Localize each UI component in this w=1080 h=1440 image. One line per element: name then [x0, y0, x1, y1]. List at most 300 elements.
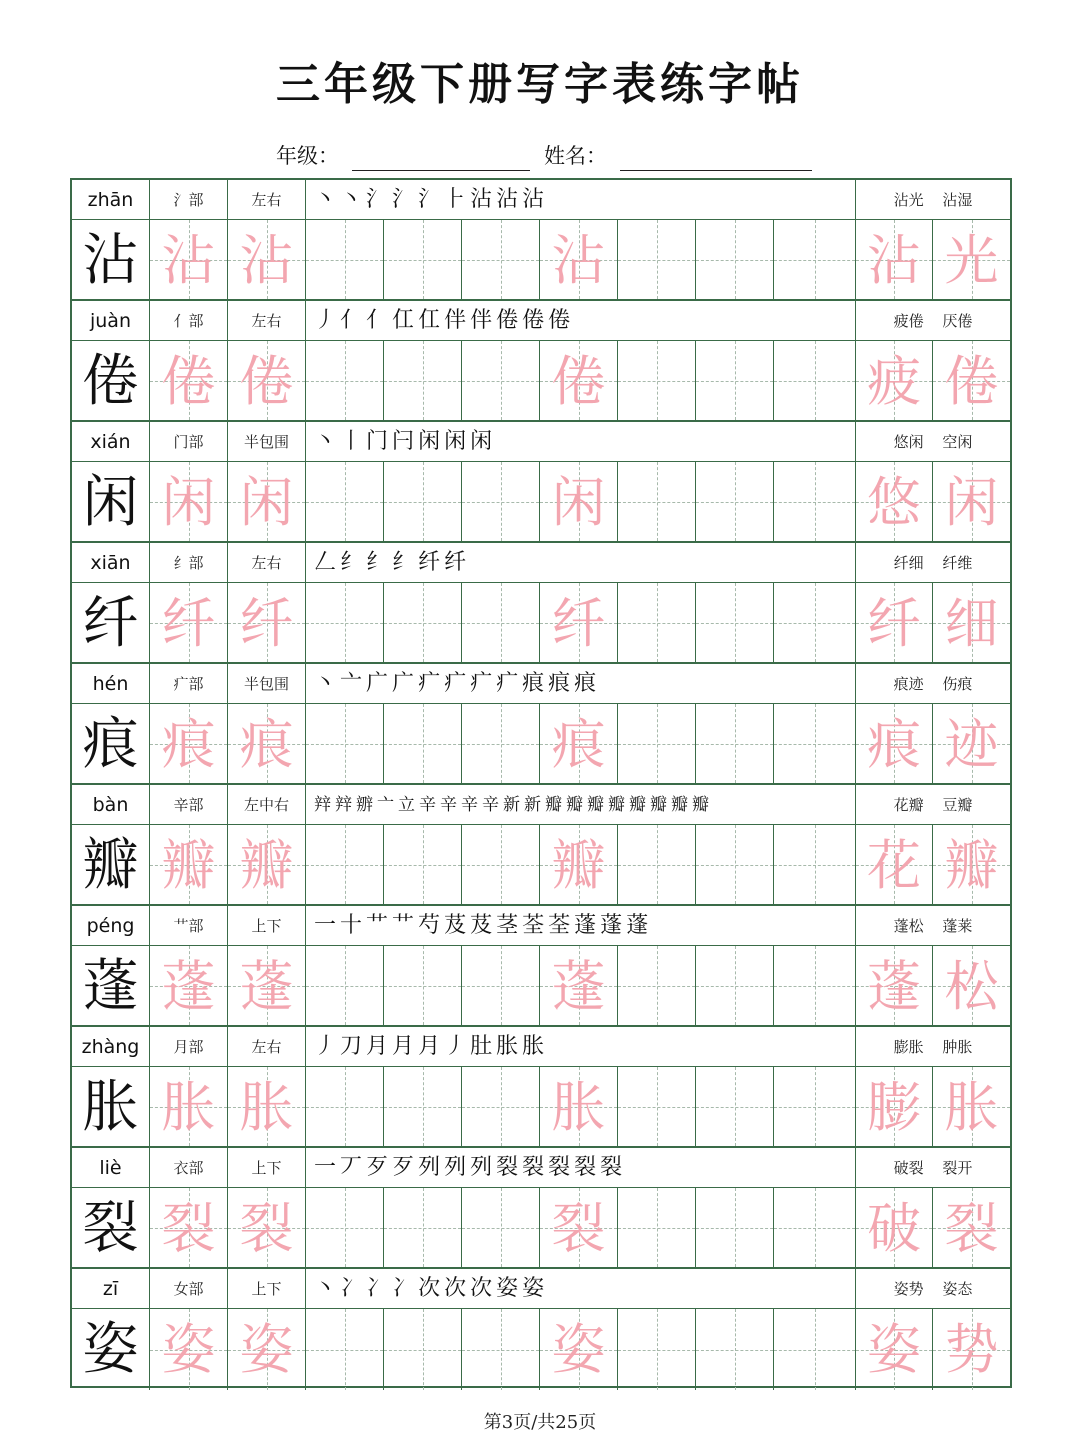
practice-square[interactable] — [774, 1309, 856, 1390]
trace-square[interactable] — [540, 1309, 618, 1390]
vocab-cell — [856, 906, 1010, 945]
structure-cell: 左右 — [228, 180, 306, 219]
stroke-step: 疒 — [418, 671, 445, 696]
stroke-step: 倦 — [496, 308, 523, 333]
vocab-word: 伤痕 — [942, 675, 973, 693]
stroke-step: 伴 — [444, 308, 471, 333]
practice-square[interactable] — [462, 462, 540, 541]
practice-square[interactable] — [618, 946, 696, 1025]
radical-cell: 艹部 — [150, 906, 228, 945]
trace-square[interactable] — [228, 1188, 306, 1267]
word-trace-character: 细 — [944, 592, 999, 655]
practice-square[interactable] — [696, 946, 774, 1025]
info-row — [72, 906, 1010, 946]
trace-square[interactable] — [228, 704, 306, 783]
practice-square[interactable] — [618, 1188, 696, 1267]
structure-cell: 上下 — [228, 906, 306, 945]
word-trace-square[interactable] — [933, 341, 1010, 420]
stroke-step: 瓣 — [587, 795, 608, 815]
practice-square[interactable] — [462, 341, 540, 420]
vocab-word: 疲倦 — [893, 312, 924, 330]
trace-character: 姿 — [551, 1318, 606, 1381]
practice-square[interactable] — [696, 825, 774, 904]
trace-square[interactable] — [228, 1309, 306, 1390]
stroke-step: 一 — [314, 913, 341, 938]
structure-cell: 上下 — [228, 1269, 306, 1308]
word-trace-square[interactable] — [856, 1188, 933, 1267]
model-character: 姿 — [72, 1309, 150, 1390]
word-trace-character: 悠 — [867, 471, 921, 534]
vocab-word: 纤细 — [893, 554, 924, 572]
word-trace-square[interactable] — [856, 704, 933, 783]
stroke-step: 次 — [470, 1276, 497, 1301]
stroke-step: 一 — [314, 1155, 341, 1180]
info-row — [72, 664, 1010, 704]
stroke-step: 冫 — [392, 1276, 419, 1301]
structure-cell: 左右 — [228, 1027, 306, 1066]
vocab-word: 痕迹 — [893, 675, 924, 693]
practice-square[interactable] — [384, 946, 462, 1025]
word-trace-square[interactable] — [856, 341, 933, 420]
practice-square[interactable] — [774, 1188, 856, 1267]
word-trace-square[interactable] — [856, 462, 933, 541]
trace-character: 倦 — [239, 350, 294, 413]
radical-cell: 门部 — [150, 422, 228, 461]
word-trace-character: 胀 — [944, 1076, 999, 1139]
student-info-line — [0, 140, 1080, 174]
model-character: 瓣 — [72, 825, 150, 904]
trace-square[interactable] — [150, 1309, 228, 1390]
stroke-step: 疒 — [444, 671, 471, 696]
word-trace-square[interactable] — [933, 220, 1010, 299]
vocab-word: 姿势 — [893, 1280, 924, 1298]
trace-square[interactable] — [540, 1067, 618, 1146]
stroke-step: 次 — [444, 1276, 471, 1301]
trace-square[interactable] — [540, 825, 618, 904]
word-trace-square[interactable] — [856, 583, 933, 662]
practice-row — [72, 341, 1010, 422]
radical-cell: 氵部 — [150, 180, 228, 219]
practice-square[interactable] — [306, 1188, 384, 1267]
info-row — [72, 1269, 1010, 1309]
practice-square[interactable] — [306, 583, 384, 662]
stroke-step: 丨 — [340, 429, 367, 454]
name-label: 姓名： — [544, 144, 607, 168]
word-trace-character: 蓬 — [867, 955, 921, 1018]
trace-character: 瓣 — [161, 834, 216, 897]
practice-square[interactable] — [774, 704, 856, 783]
practice-square[interactable] — [306, 220, 384, 299]
vocab-word: 沾光 — [893, 191, 924, 209]
vocab-cell — [856, 422, 1010, 461]
practice-square[interactable] — [618, 825, 696, 904]
stroke-step: 辛 — [440, 795, 461, 815]
practice-square[interactable] — [462, 220, 540, 299]
stroke-step: 裂 — [600, 1155, 627, 1180]
practice-square[interactable] — [384, 220, 462, 299]
stroke-step: 丶 — [314, 429, 341, 454]
stroke-step: 新 — [524, 795, 545, 815]
word-trace-character: 姿 — [867, 1318, 921, 1381]
stroke-order-cell — [306, 543, 856, 582]
trace-square[interactable] — [540, 220, 618, 299]
stroke-step: 闩 — [392, 429, 419, 454]
vocab-word: 肿胀 — [942, 1038, 973, 1056]
practice-square[interactable] — [696, 704, 774, 783]
trace-character: 裂 — [551, 1197, 606, 1260]
stroke-step: 冫 — [340, 1276, 367, 1301]
practice-square[interactable] — [384, 825, 462, 904]
stroke-step: 伴 — [470, 308, 497, 333]
word-trace-character: 瓣 — [944, 834, 999, 897]
trace-character: 沾 — [161, 229, 216, 292]
trace-square[interactable] — [228, 946, 306, 1025]
practice-square[interactable] — [696, 1067, 774, 1146]
practice-square[interactable] — [384, 462, 462, 541]
stroke-step: 亻 — [366, 308, 393, 333]
vocab-word: 蓬莱 — [942, 917, 973, 935]
stroke-step: 亻 — [340, 308, 367, 333]
page-number: 第3页/共25页 — [483, 1412, 597, 1433]
stroke-step: 姿 — [522, 1276, 549, 1301]
trace-square[interactable] — [150, 704, 228, 783]
word-trace-square[interactable] — [933, 704, 1010, 783]
trace-square[interactable] — [540, 341, 618, 420]
practice-square[interactable] — [384, 704, 462, 783]
practice-row — [72, 583, 1010, 664]
vocab-word: 豆瓣 — [942, 796, 973, 814]
stroke-step: 十 — [340, 913, 367, 938]
stroke-order-cell — [306, 301, 856, 340]
practice-square[interactable] — [306, 704, 384, 783]
stroke-step: 列 — [444, 1155, 471, 1180]
stroke-step: 裂 — [548, 1155, 575, 1180]
practice-row — [72, 1309, 1010, 1390]
trace-character: 闲 — [161, 471, 216, 534]
practice-square[interactable] — [618, 220, 696, 299]
vocab-word: 沾湿 — [942, 191, 973, 209]
stroke-step: 肚 — [470, 1034, 497, 1059]
practice-square[interactable] — [774, 825, 856, 904]
pinyin-cell: hén — [72, 664, 150, 703]
stroke-order-cell — [306, 180, 856, 219]
practice-square[interactable] — [774, 220, 856, 299]
practice-square[interactable] — [462, 946, 540, 1025]
stroke-step: 氵⺊ — [418, 187, 471, 212]
trace-square[interactable] — [228, 341, 306, 420]
page-title: 三年级下册写字表练字帖 — [276, 59, 804, 110]
practice-square[interactable] — [696, 583, 774, 662]
trace-square[interactable] — [540, 704, 618, 783]
stroke-step: 痕 — [548, 671, 575, 696]
stroke-step: 新 — [503, 795, 524, 815]
info-row — [72, 422, 1010, 462]
model-character: 蓬 — [72, 946, 150, 1025]
trace-square[interactable] — [150, 220, 228, 299]
practice-square[interactable] — [696, 1309, 774, 1390]
structure-cell: 左右 — [228, 543, 306, 582]
vocab-word: 蓬松 — [893, 917, 924, 935]
stroke-order-cell — [306, 785, 856, 824]
stroke-step: 荃 — [522, 913, 549, 938]
name-blank[interactable] — [620, 170, 812, 171]
info-row — [72, 785, 1010, 825]
stroke-step: 广 — [392, 671, 419, 696]
word-trace-square[interactable] — [933, 825, 1010, 904]
stroke-step: 丶 — [314, 671, 341, 696]
trace-square[interactable] — [150, 341, 228, 420]
stroke-step: 丿 — [314, 308, 341, 333]
trace-character: 倦 — [161, 350, 216, 413]
trace-character: 纤 — [161, 592, 216, 655]
trace-character: 纤 — [551, 592, 606, 655]
practice-square[interactable] — [462, 825, 540, 904]
word-trace-character: 光 — [944, 229, 999, 292]
stroke-step: 纟 — [366, 550, 393, 575]
stroke-step: 列 — [470, 1155, 497, 1180]
vocab-cell — [856, 543, 1010, 582]
stroke-step: 亠 — [340, 671, 367, 696]
practice-square[interactable] — [384, 1309, 462, 1390]
practice-square[interactable] — [618, 1067, 696, 1146]
practice-square[interactable] — [696, 220, 774, 299]
practice-square[interactable] — [774, 1067, 856, 1146]
practice-square[interactable] — [306, 1309, 384, 1390]
practice-square[interactable] — [774, 462, 856, 541]
stroke-order-cell — [306, 422, 856, 461]
word-trace-character: 膨 — [867, 1076, 921, 1139]
stroke-step: 辧 — [356, 795, 377, 815]
practice-square[interactable] — [774, 583, 856, 662]
pinyin-cell: zhān — [72, 180, 150, 219]
word-trace-character: 疲 — [867, 350, 921, 413]
practice-row — [72, 825, 1010, 906]
trace-character: 蓬 — [161, 955, 216, 1018]
radical-cell: 亻部 — [150, 301, 228, 340]
trace-square[interactable] — [540, 583, 618, 662]
trace-square[interactable] — [540, 1188, 618, 1267]
stroke-step: 亠 — [377, 795, 398, 815]
stroke-step: 辛 — [482, 795, 503, 815]
word-trace-square[interactable] — [933, 462, 1010, 541]
stroke-step: 裂 — [574, 1155, 601, 1180]
stroke-step: 瓣 — [671, 795, 692, 815]
stroke-step: 歹 — [392, 1155, 419, 1180]
vocab-word: 花瓣 — [893, 796, 924, 814]
trace-square[interactable] — [150, 1067, 228, 1146]
practice-square[interactable] — [774, 341, 856, 420]
vocab-cell — [856, 1148, 1010, 1187]
pinyin-cell: xián — [72, 422, 150, 461]
stroke-step: 荃 — [548, 913, 575, 938]
practice-row — [72, 462, 1010, 543]
practice-square[interactable] — [384, 1067, 462, 1146]
grade-blank[interactable] — [352, 170, 530, 171]
trace-square[interactable] — [150, 583, 228, 662]
trace-square[interactable] — [228, 825, 306, 904]
trace-square[interactable] — [540, 462, 618, 541]
trace-square[interactable] — [540, 946, 618, 1025]
model-character: 倦 — [72, 341, 150, 420]
stroke-step: 裂 — [496, 1155, 523, 1180]
word-trace-square[interactable] — [933, 583, 1010, 662]
stroke-step: 辡 — [314, 795, 335, 815]
model-character: 裂 — [72, 1188, 150, 1267]
practice-square[interactable] — [306, 462, 384, 541]
stroke-step: 冫 — [366, 1276, 393, 1301]
vocab-word: 姿态 — [942, 1280, 973, 1298]
practice-square[interactable] — [384, 583, 462, 662]
stroke-step: 纟 — [392, 550, 419, 575]
word-trace-square[interactable] — [856, 825, 933, 904]
stroke-order-cell — [306, 1027, 856, 1066]
vocab-word: 空闲 — [942, 433, 973, 451]
word-trace-square[interactable] — [856, 1309, 933, 1390]
stroke-step: 芨 — [470, 913, 497, 938]
radical-cell: 纟部 — [150, 543, 228, 582]
stroke-step: 氵 — [366, 187, 393, 212]
stroke-step: 痕 — [574, 671, 601, 696]
word-trace-character: 松 — [944, 955, 999, 1018]
trace-square[interactable] — [228, 220, 306, 299]
stroke-step: 丶 — [340, 187, 367, 212]
trace-character: 姿 — [239, 1318, 294, 1381]
vocab-word: 膨胀 — [893, 1038, 924, 1056]
practice-square[interactable] — [618, 583, 696, 662]
pinyin-cell: zī — [72, 1269, 150, 1308]
practice-square[interactable] — [462, 583, 540, 662]
structure-cell: 半包围 — [228, 422, 306, 461]
trace-square[interactable] — [228, 462, 306, 541]
practice-square[interactable] — [462, 1309, 540, 1390]
trace-character: 蓬 — [551, 955, 606, 1018]
stroke-step: 仜 — [418, 308, 445, 333]
practice-square[interactable] — [462, 1188, 540, 1267]
practice-square[interactable] — [618, 1309, 696, 1390]
vocab-cell — [856, 1027, 1010, 1066]
stroke-step: 瓣 — [692, 795, 713, 815]
stroke-step: 𠃋 — [314, 550, 341, 575]
stroke-step: 丿 — [314, 1034, 341, 1059]
vocab-cell — [856, 180, 1010, 219]
vocab-word: 裂开 — [942, 1159, 973, 1177]
trace-square[interactable] — [228, 583, 306, 662]
practice-square[interactable] — [774, 946, 856, 1025]
stroke-step: 闲 — [444, 429, 471, 454]
trace-character: 闲 — [239, 471, 294, 534]
stroke-step: 月丿 — [418, 1034, 471, 1059]
trace-square[interactable] — [150, 462, 228, 541]
practice-square[interactable] — [306, 1067, 384, 1146]
practice-row — [72, 946, 1010, 1027]
word-trace-square[interactable] — [933, 1188, 1010, 1267]
practice-square[interactable] — [306, 946, 384, 1025]
stroke-step: 纤 — [418, 550, 445, 575]
pinyin-cell: xiān — [72, 543, 150, 582]
word-trace-square[interactable] — [856, 220, 933, 299]
pinyin-cell: juàn — [72, 301, 150, 340]
structure-cell: 左中右 — [228, 785, 306, 824]
model-character: 痕 — [72, 704, 150, 783]
stroke-step: 纟 — [340, 550, 367, 575]
trace-character: 蓬 — [239, 955, 294, 1018]
trace-square[interactable] — [150, 1188, 228, 1267]
stroke-step: 闲 — [418, 429, 445, 454]
practice-square[interactable] — [618, 704, 696, 783]
stroke-step: 闲 — [470, 429, 497, 454]
word-trace-square[interactable] — [933, 946, 1010, 1025]
stroke-step: 歹 — [366, 1155, 393, 1180]
stroke-step: 沾 — [496, 187, 523, 212]
radical-cell: 女部 — [150, 1269, 228, 1308]
trace-square[interactable] — [228, 1067, 306, 1146]
trace-character: 胀 — [161, 1076, 216, 1139]
word-trace-square[interactable] — [856, 946, 933, 1025]
trace-square[interactable] — [150, 946, 228, 1025]
stroke-step: 瓣 — [608, 795, 629, 815]
practice-square[interactable] — [384, 1188, 462, 1267]
pinyin-cell: liè — [72, 1148, 150, 1187]
trace-character: 姿 — [161, 1318, 216, 1381]
stroke-step: 芨 — [444, 913, 471, 938]
stroke-step: 姿 — [496, 1276, 523, 1301]
trace-square[interactable] — [150, 825, 228, 904]
stroke-step: 茎 — [496, 913, 523, 938]
stroke-step: 艹 — [392, 913, 419, 938]
trace-character: 痕 — [161, 713, 216, 776]
practice-row — [72, 1067, 1010, 1148]
model-character: 纤 — [72, 583, 150, 662]
practice-square[interactable] — [696, 341, 774, 420]
practice-square[interactable] — [618, 341, 696, 420]
practice-row — [72, 704, 1010, 785]
trace-character: 瓣 — [239, 834, 294, 897]
practice-square[interactable] — [462, 1067, 540, 1146]
word-trace-character: 纤 — [867, 592, 921, 655]
practice-square[interactable] — [696, 1188, 774, 1267]
word-trace-square[interactable] — [933, 1309, 1010, 1390]
stroke-step: 蓬 — [574, 913, 601, 938]
vocab-word: 厌倦 — [942, 312, 973, 330]
radical-cell: 月部 — [150, 1027, 228, 1066]
practice-square[interactable] — [462, 704, 540, 783]
vocab-cell — [856, 301, 1010, 340]
practice-square[interactable] — [306, 341, 384, 420]
pinyin-cell: zhàng — [72, 1027, 150, 1066]
practice-sheet — [70, 178, 1012, 1388]
word-trace-character: 破 — [867, 1197, 921, 1260]
pinyin-cell: bàn — [72, 785, 150, 824]
word-trace-character: 迹 — [944, 713, 999, 776]
stroke-step: 蓬 — [626, 913, 653, 938]
practice-square[interactable] — [618, 462, 696, 541]
word-trace-character: 痕 — [867, 713, 921, 776]
practice-square[interactable] — [696, 462, 774, 541]
practice-square[interactable] — [306, 825, 384, 904]
stroke-step: 月 — [392, 1034, 419, 1059]
word-trace-square[interactable] — [933, 1067, 1010, 1146]
word-trace-square[interactable] — [856, 1067, 933, 1146]
radical-cell: 疒部 — [150, 664, 228, 703]
vocab-cell — [856, 664, 1010, 703]
practice-square[interactable] — [384, 341, 462, 420]
trace-character: 胀 — [239, 1076, 294, 1139]
info-row — [72, 1148, 1010, 1188]
stroke-step: 次 — [418, 1276, 445, 1301]
trace-character: 胀 — [551, 1076, 606, 1139]
stroke-step: 蓬 — [600, 913, 627, 938]
radical-cell: 辛部 — [150, 785, 228, 824]
